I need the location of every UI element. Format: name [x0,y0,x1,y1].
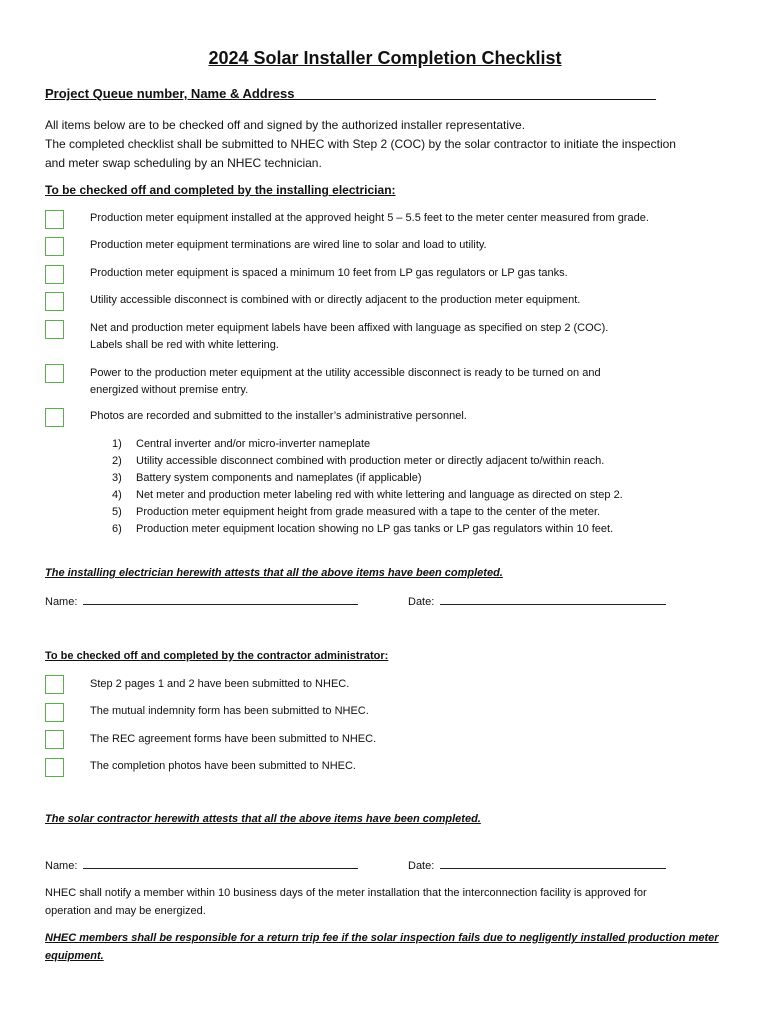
checkbox-labels[interactable] [45,320,64,339]
intro-line: The completed checklist shall be submitted to NHEC with Step 2 (COC) by the solar contractor to initiate the inspection [45,137,676,151]
electrician-section-heading: To be checked off and completed by the installing electrician: [45,183,396,197]
checkbox-meter-height[interactable] [45,210,64,229]
checkbox-disconnect[interactable] [45,292,64,311]
photo-requirements-list [112,436,623,538]
list-item: 1) Central inverter and/or micro-inverter nameplate [112,438,371,450]
date-signature-line[interactable] [440,858,666,869]
date-signature-line[interactable] [440,594,666,605]
list-item: 5) Production meter equipment height from grade measured with a tape to the center of the meter. [112,506,601,518]
intro-line: All items below are to be checked off and signed by the authorized installer representative. [45,118,526,132]
electrician-name-field[interactable] [45,594,358,608]
contractor-date-field[interactable] [408,858,666,872]
checkbox-completion-photos[interactable] [45,758,64,777]
checkbox-power-ready[interactable] [45,364,64,383]
checklist-item: Step 2 pages 1 and 2 have been submitted to NHEC. [90,678,350,690]
intro-line: and meter swap scheduling by an NHEC technician. [45,156,322,170]
checklist-item: The completion photos have been submitted to NHEC. [90,760,356,772]
name-signature-line[interactable] [83,858,358,869]
checkbox-indemnity-form[interactable] [45,703,64,722]
return-trip-fee-warning: NHEC members shall be responsible for a return trip fee if the solar inspection fails due to negligently installed production meter equipment. [45,932,719,962]
checkbox-terminations[interactable] [45,237,64,256]
checklist-item: Power to the production meter equipment at the utility accessible disconnect is ready to be turned on and energized without premise entry. [90,367,601,396]
name-label: Name: [45,860,78,872]
checkbox-rec-agreement[interactable] [45,730,64,749]
admin-section-heading: To be checked off and completed by the contractor administrator: [45,650,389,662]
checklist-item: Utility accessible disconnect is combined with or directly adjacent to the production meter equipment. [90,294,581,306]
electrician-date-field[interactable] [408,594,666,608]
checkbox-photos[interactable] [45,408,64,427]
list-item: 4) Net meter and production meter labeling red with white lettering and language as directed on step 2. [112,489,623,501]
checklist-item: The mutual indemnity form has been submitted to NHEC. [90,705,369,717]
list-item: 3) Battery system components and nameplates (if applicable) [112,472,422,484]
contractor-name-field[interactable] [45,858,358,872]
contractor-attestation: The solar contractor herewith attests that all the above items have been completed. [45,813,481,825]
page-title: 2024 Solar Installer Completion Checklist [208,48,562,68]
checklist-item: Production meter equipment terminations are wired line to solar and load to utility. [90,239,487,251]
notification-note: NHEC shall notify a member within 10 business days of the meter installation that the interconnection facility is approved for operation and may be energized. [45,887,647,917]
date-label: Date: [408,860,435,872]
intro-paragraph [45,116,735,173]
checkbox-step2-submitted[interactable] [45,675,64,694]
checklist-item: Production meter equipment installed at the approved height 5 – 5.5 feet to the meter center measured from grade. [90,212,649,224]
checkbox-lp-spacing[interactable] [45,265,64,284]
checklist-item: The REC agreement forms have been submitted to NHEC. [90,733,377,745]
name-label: Name: [45,596,78,608]
electrician-attestation: The installing electrician herewith attests that all the above items have been completed. [45,567,503,579]
list-item: 6) Production meter equipment location showing no LP gas tanks or LP gas regulators within 10 feet. [112,523,614,535]
date-label: Date: [408,596,435,608]
checklist-item: Production meter equipment is spaced a minimum 10 feet from LP gas regulators or LP gas tanks. [90,267,568,279]
project-queue-line: Project Queue number, Name & Address__________________________________________________ [45,86,656,101]
checklist-item: Net and production meter equipment labels have been affixed with language as specified on step 2 (COC). Labels shall be red with white lettering. [90,322,609,351]
name-signature-line[interactable] [83,594,358,605]
list-item: 2) Utility accessible disconnect combined with production meter or directly adjacent to/within reach. [112,455,605,467]
checklist-item: Photos are recorded and submitted to the installer’s administrative personnel. [90,410,467,422]
